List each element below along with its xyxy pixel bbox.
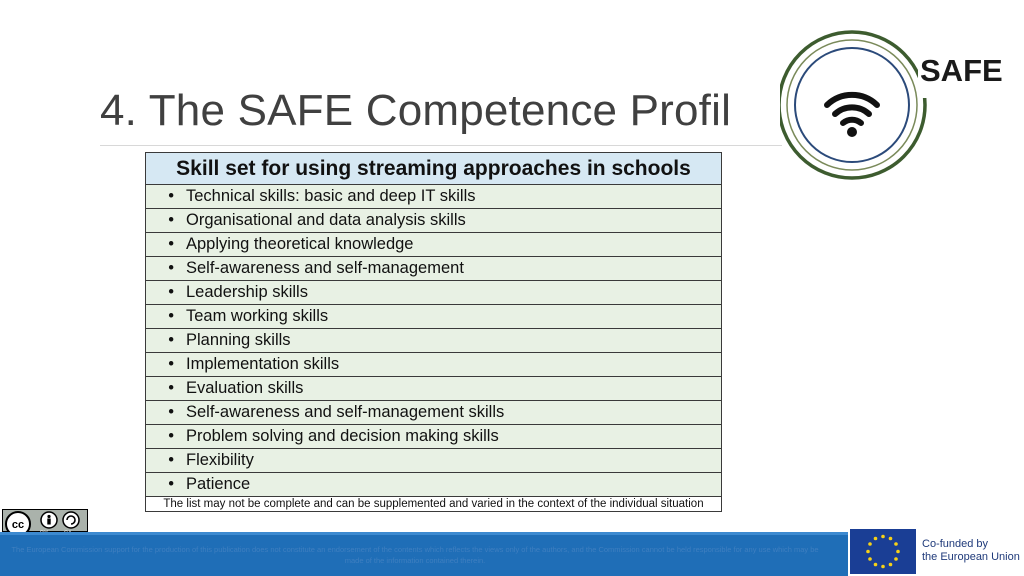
skill-label: Technical skills: basic and deep IT skills [186,187,476,205]
eu-star [889,563,893,567]
skill-label: Implementation skills [186,355,340,373]
eu-label-line2: the European Union [922,551,1020,563]
skill-label: Team working skills [186,307,329,325]
eu-label-line1: Co-funded by [922,538,989,550]
eu-star [868,557,872,561]
eu-star [874,563,878,567]
eu-cofunded-badge [848,527,1024,576]
bullet-icon: • [168,331,174,349]
bullet-icon: • [168,211,174,229]
eu-star [896,550,900,554]
table-row [146,257,722,281]
slide-title: 4. The SAFE Competence Profil [100,86,732,135]
table-row [146,185,722,209]
bullet-icon: • [168,307,174,325]
table-row [146,305,722,329]
skill-label: Flexibility [186,451,254,469]
logo-text: SAFE [920,53,1003,88]
table-row [146,209,722,233]
eu-flag-icon [850,529,916,574]
table-row [146,353,722,377]
bullet-icon: • [168,235,174,253]
bullet-icon: • [168,451,174,469]
bullet-icon: • [168,475,174,493]
table-row [146,233,722,257]
skill-label: Planning skills [186,331,291,349]
title-divider [100,145,782,146]
eu-star [866,550,870,554]
table-row [146,329,722,353]
eu-star [894,542,898,546]
table-row [146,281,722,305]
safe-logo [780,24,1020,184]
skill-label: Organisational and data analysis skills [186,211,466,229]
skill-label: Leadership skills [186,283,308,301]
eu-disclaimer: The European Commission support for the production of this publication does not constitute an endorsement of the contents which reflects the views only of the authors, and the Commission cannot be held responsible for any use which may be made of the information contained therein. [11,545,819,565]
skill-set-table [145,152,722,512]
skill-label: Evaluation skills [186,379,304,397]
eu-star [868,542,872,546]
table-row [146,401,722,425]
table-header: Skill set for using streaming approaches in schools [146,153,722,185]
bullet-icon: • [168,427,174,445]
eu-star [874,537,878,541]
bullet-icon: • [168,379,174,397]
eu-star [881,535,885,539]
table-row [146,425,722,449]
wifi-icon [827,95,877,123]
table-row [146,473,722,497]
bullet-icon: • [168,403,174,421]
bullet-icon: • [168,187,174,205]
bullet-icon: • [168,259,174,277]
skill-label: Self-awareness and self-management skills [186,403,505,421]
bullet-icon: • [168,283,174,301]
eu-star [889,537,893,541]
bullet-icon: • [168,355,174,373]
table-row [146,377,722,401]
table-note: The list may not be complete and can be supplemented and varied in the context of the individual situation [146,497,722,512]
skill-label: Patience [186,475,251,493]
svg-text:cc: cc [11,519,25,531]
skill-label: Applying theoretical knowledge [186,235,414,253]
table-row [146,449,722,473]
skill-label: Problem solving and decision making skills [186,427,499,445]
skill-label: Self-awareness and self-management [186,259,464,277]
eu-star [881,565,885,569]
wifi-dot [847,127,857,137]
eu-star [894,557,898,561]
